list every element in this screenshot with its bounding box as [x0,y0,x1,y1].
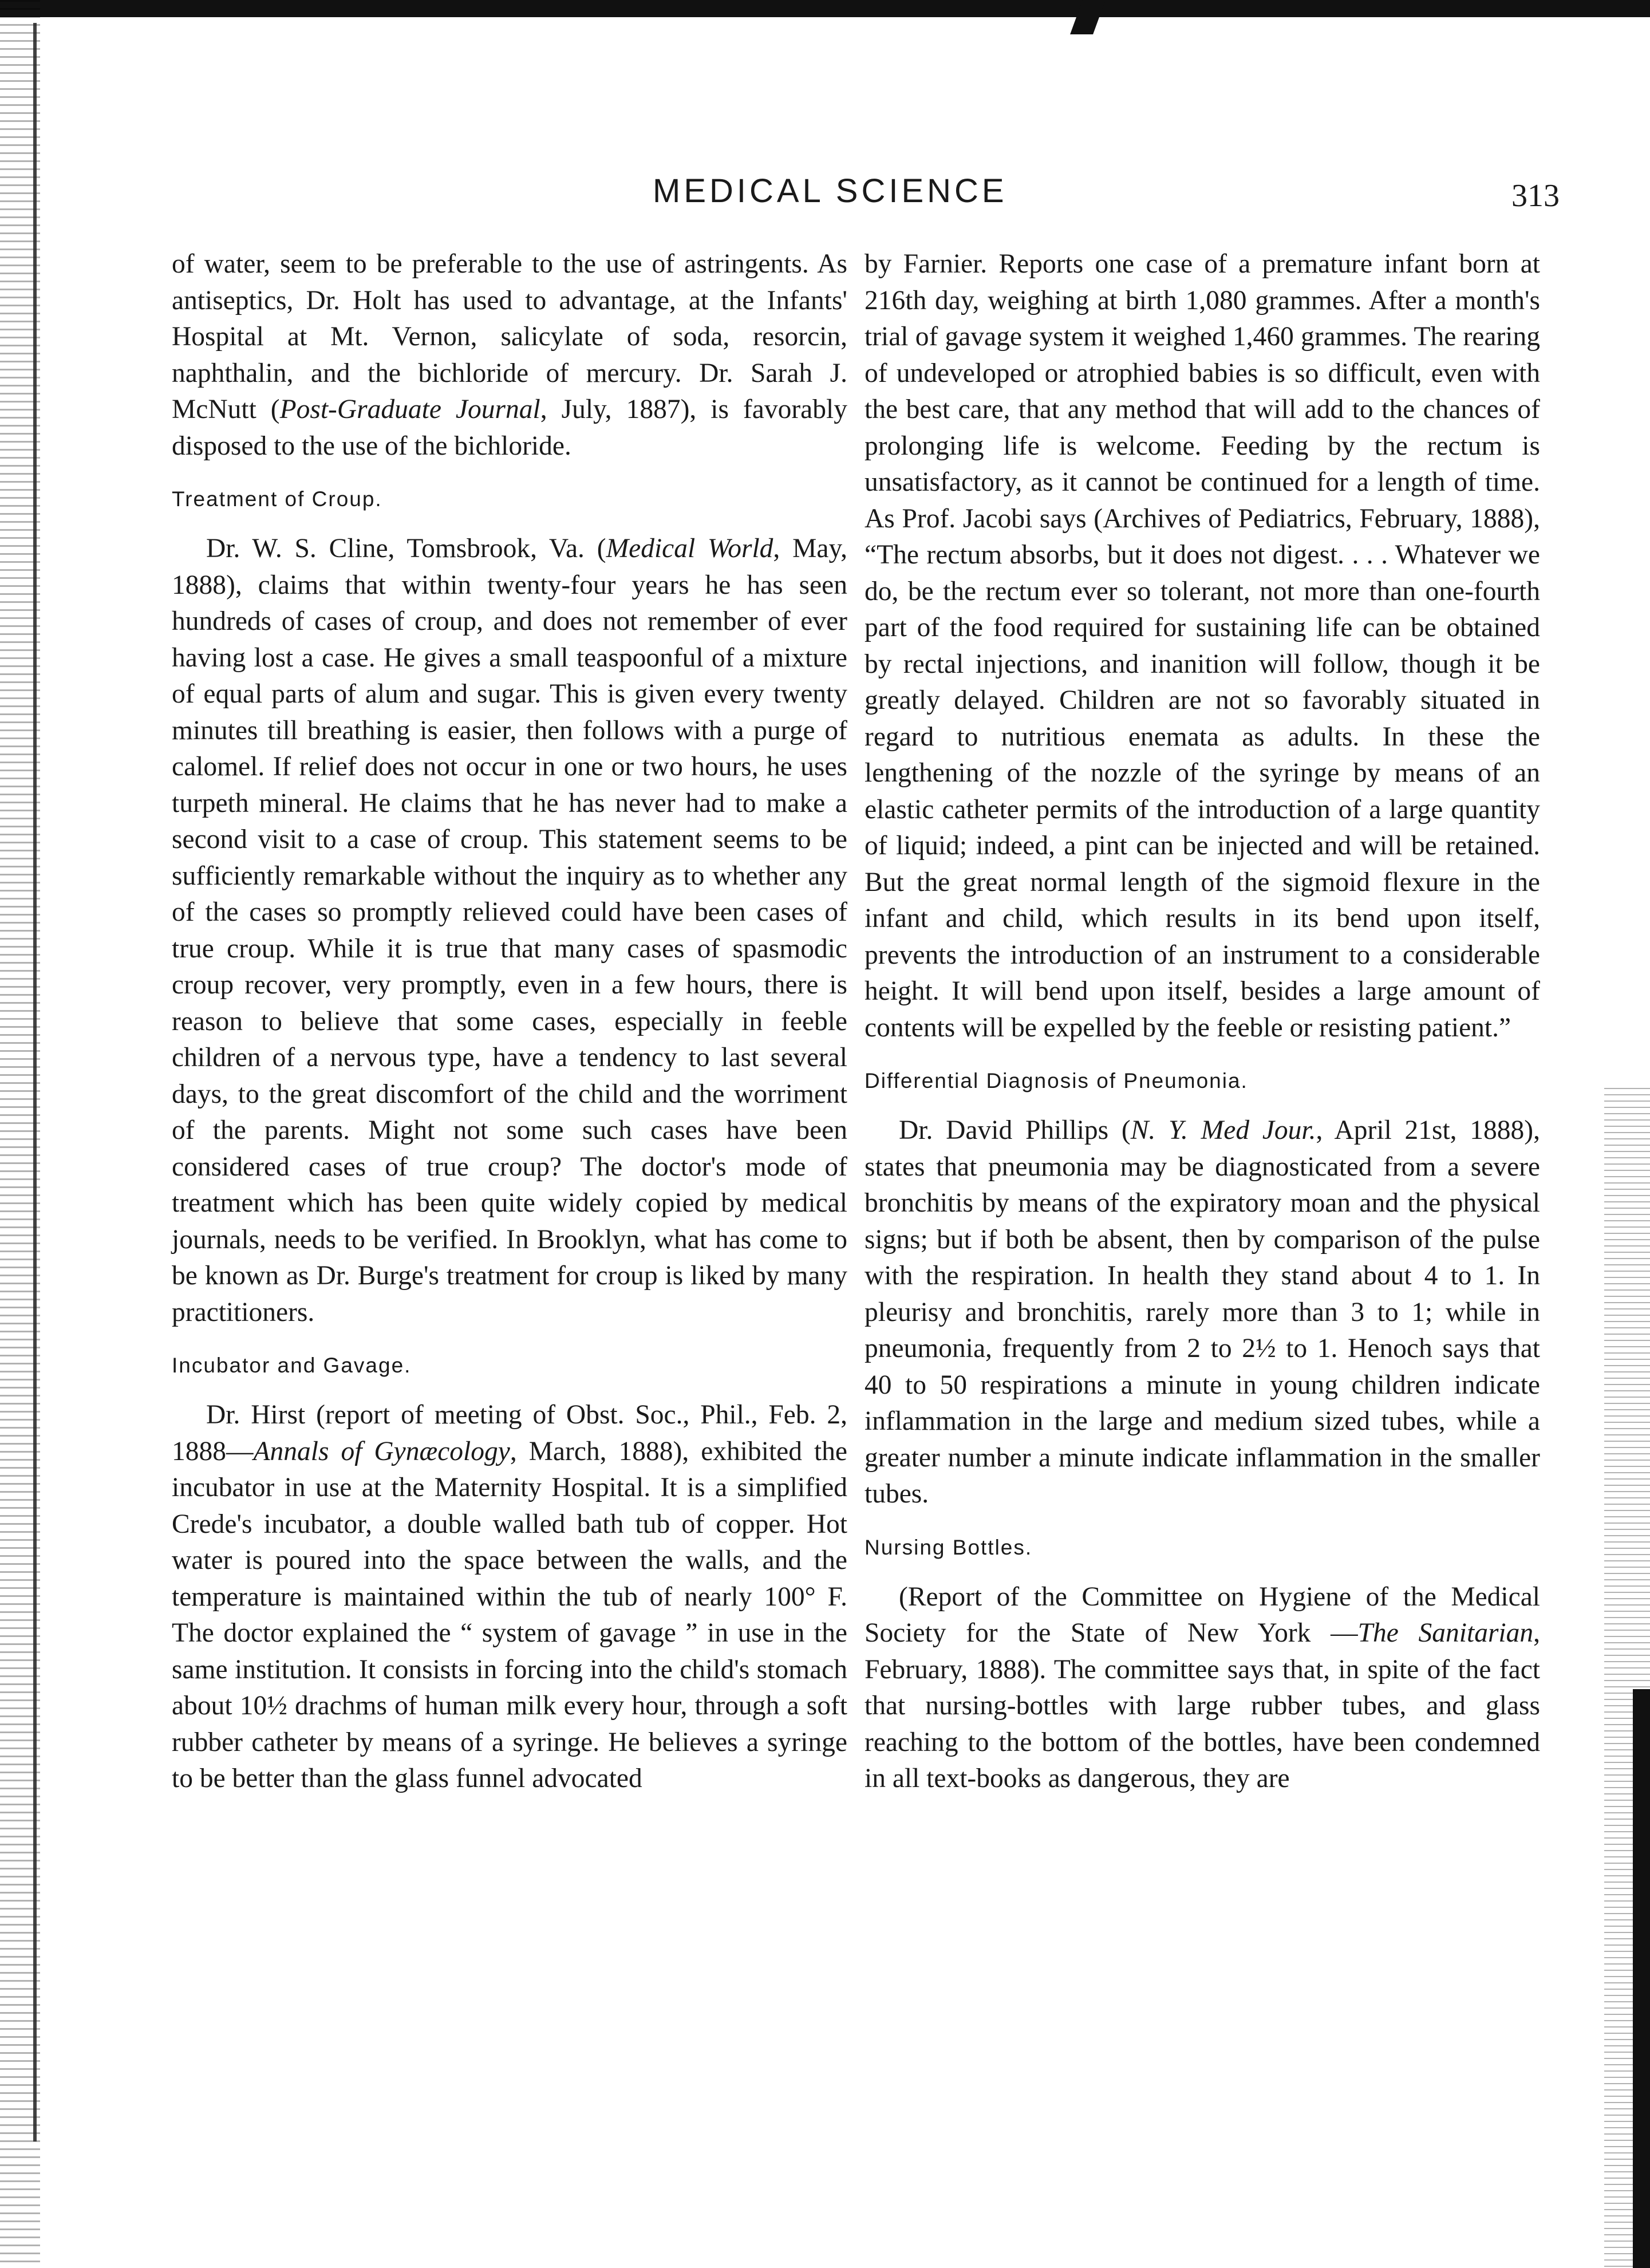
running-head: MEDICAL SCIENCE [653,172,1008,210]
paragraph-incubator [172,1397,847,1797]
citation-italic: The Sanitarian [1357,1618,1534,1648]
paragraph-astringents [172,246,847,464]
text: , May, 1888), claims that within twenty-four years he has seen hundreds of cases of croup, and does not remember of ever having lost a case. He gives a small teaspoonful of a mixture of equal parts of alum and sugar. This is given every twenty minutes till breathing is easier, then follows with a purge of calomel. If relief does not occur in one or two hours, he uses turpeth mineral. He claims that he has never had to make a second visit to a case of croup. This statement seems to be sufficiently remarkable without the inquiry as to whether any of the cases so promptly relieved could have been cases of true croup. While it is true that many cases of spasmodic croup recover, very promptly, even in a few hours, there is reason to believe that some cases, especially in feeble children of a nervous type, have a tendency to last several days, to the great discomfort of the child and the worriment of the parents. Might not some such cases have been considered cases of true croup? The doctor's mode of treatment which has been quite widely copied by medical journals, needs to be verified. In Brooklyn, what has come to be known as Dr. Burge's treatment for croup is liked by many practitioners. [172,534,847,1327]
text: , March, 1888), exhibited the incubator in use at the Maternity Hospital. It is a simplified Crede's incubator, a double walled bath tub of copper. Hot water is poured into the space between the walls, and the temperature is maintained within the tub of nearly 100° F. The doctor explained the “ system of gavage ” in use in the same institution. It consists in forcing into the child's stomach about 10½ drachms of human milk every hour, through a soft rubber catheter by means of a syringe. He believes a syringe to be better than the glass funnel advocated [172,1436,848,1793]
text: , July, 1887), is favorably disposed to the use of the bichloride. [172,395,847,461]
left-column [172,246,847,1797]
page-number: 313 [1511,178,1560,214]
text: (Report of the Committee on Hygiene of the Medical Society for the State of New York — [865,1581,1540,1648]
scan-right-bar [1633,1689,1650,2268]
citation-italic: Annals of Gynæcology [253,1436,510,1466]
text: Dr. W. S. Cline, Tomsbrook, Va. ( [206,534,606,563]
heading-treatment-of-croup: Treatment of Croup. [172,487,382,511]
heading-pneumonia: Differential Diagnosis of Pneumonia. [865,1069,1248,1092]
scan-notch [1070,0,1106,34]
paragraph-pneumonia [865,1113,1540,1513]
heading-nursing-bottles: Nursing Bottles. [865,1535,1033,1559]
text: of water, seem to be preferable to the use of astringents. As antiseptics, Dr. Holt has used to advantage, at the Infants' Hospital at Mt. Vernon, salicylate of soda, resorcin, naphthalin, and the bichloride of mercury. Dr. Sarah J. McNutt ( [172,249,847,424]
scan-top-edge [0,0,1650,27]
paragraph-croup [172,531,847,1331]
text: Dr. David Phillips ( [899,1115,1131,1145]
heading-incubator-and-gavage: Incubator and Gavage. [172,1354,412,1377]
citation-italic: Post-Graduate Journal [279,395,540,424]
text: , April 21st, 1888), states that pneumonia may be diagnosticated from a severe bronchitis by means of the expiratory moan and the physical signs; but if both be absent, then by comparison of the pulse with the respiration. In health they stand about 4 to 1. In pleurisy and bronchitis, rarely more than 3 to 1; while in pneumonia, frequently from 2 to 2½ to 1. Henoch says that 40 to 50 respirations a minute in young children indicate inflammation in the large and medium sized tubes, while a greater number a minute indicate inflammation in the smaller tubes. [865,1115,1540,1509]
citation-italic: N. Y. Med Jour. [1130,1115,1316,1145]
paragraph-nursing-bottles [865,1579,1540,1797]
right-column [865,246,1540,1797]
scan-binding-line [33,23,37,2141]
text: Dr. Hirst (report of meeting of Obst. Soc., Phil., Feb. 2, 1888— [172,1400,847,1466]
citation-italic: Medical World [606,534,773,563]
text: , February, 1888). The committee says that, in spite of the fact that nursing-bottles with large rubber tubes, and glass reaching to the bottom of the bottles, have been condemned in all text-books as dangerous, they are [865,1618,1541,1793]
paragraph-farnier: by Farnier. Reports one case of a premature infant born at 216th day, weighing at birth 1,080 grammes. After a month's trial of gavage system it weighed 1,460 grammes. The rearing of undeveloped or atrophied babies is so difficult, even with the best care, that any method that will add to the chances of prolonging life is welcome. Feeding by the rectum is unsatisfactory, as it cannot be continued for a length of time. As Prof. Jacobi says (Archives of Pediatrics, February, 1888), “The rectum absorbs, but it does not digest. . . . Whatever we do, be the rectum ever so tolerant, not more than one-fourth part of the food required for sustaining life can be obtained by rectal injections, and inanition will follow, though it be greatly delayed. Children are not so favorably situated in regard to nutritious enemata as adults. In these the lengthening of the nozzle of the syringe by means of an elastic catheter permits of the introduction of a large quantity of liquid; indeed, a pint can be injected and will be retained. But the great normal length of the sigmoid flexure in the infant and child, which results in its bend upon itself, prevents the introduction of an instrument to a considerable height. It will bend upon itself, besides a large amount of contents will be expelled by the feeble or resisting patient.” [865,249,1540,1043]
